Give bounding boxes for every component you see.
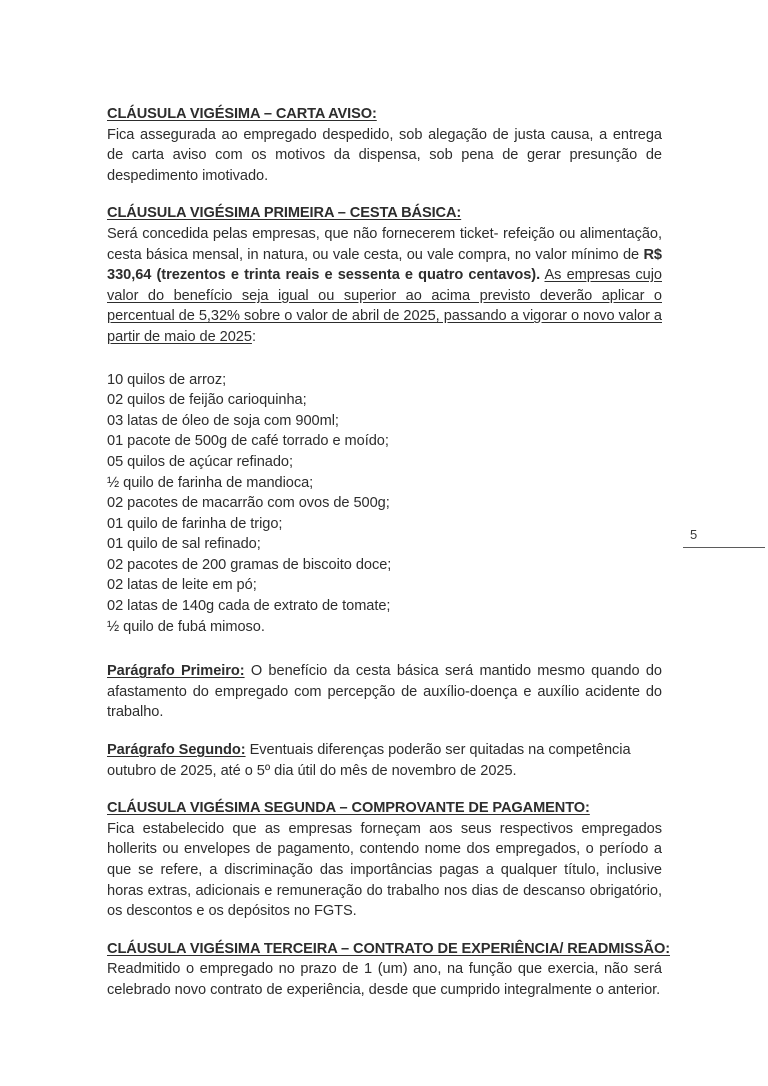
list-item: 10 quilos de arroz; xyxy=(107,371,227,388)
heading-comprovante-pagamento: CLÁUSULA VIGÉSIMA SEGUNDA – COMPROVANTE DE PAGAMENTO: xyxy=(107,800,590,817)
list-item: 01 quilo de farinha de trigo; xyxy=(107,515,283,532)
heading-cesta-basica: CLÁUSULA VIGÉSIMA PRIMEIRA – CESTA BÁSICA: xyxy=(107,205,462,222)
body-cesta-basica xyxy=(107,224,662,348)
list-item: 02 pacotes de 200 gramas de biscoito doce; xyxy=(107,556,392,573)
cesta-basica-text-intro: Será concedida pelas empresas, que não fornecerem ticket- refeição ou alimentação, cesta básica mensal, in natura, ou vale cesta, ou vale compra, no valor mínimo de xyxy=(107,225,662,263)
body-contrato-experiencia: Readmitido o empregado no prazo de 1 (um) ano, na função que exercia, não será celebrado novo contrato de experiência, desde que cumprido integralmente o anterior. xyxy=(107,961,662,998)
body-carta-aviso: Fica assegurada ao empregado despedido, sob alegação de justa causa, a entrega de carta aviso com os motivos da dispensa, sob pena de gerar presunção de despedimento imotivado. xyxy=(107,126,662,184)
list-item: 01 quilo de sal refinado; xyxy=(107,536,261,553)
section-carta-aviso xyxy=(107,104,662,186)
page-number-rule xyxy=(683,547,765,548)
heading-contrato-experiencia: CLÁUSULA VIGÉSIMA TERCEIRA – CONTRATO DE EXPERIÊNCIA/ READMISSÃO: xyxy=(107,940,670,957)
list-item: 02 latas de leite em pó; xyxy=(107,577,257,594)
page-number-marginal xyxy=(683,527,765,548)
list-item: 02 quilos de feijão carioquinha; xyxy=(107,392,307,409)
list-item: 03 latas de óleo de soja com 900ml; xyxy=(107,412,339,429)
page-number: 5 xyxy=(690,527,698,542)
list-item: 05 quilos de açúcar refinado; xyxy=(107,453,293,470)
section-cesta-basica xyxy=(107,203,662,637)
list-item: 02 latas de 140g cada de extrato de tomate; xyxy=(107,598,391,615)
section-paragrafo-primeiro xyxy=(107,661,662,723)
section-contrato-experiencia xyxy=(107,939,670,1001)
section-paragrafo-segundo xyxy=(107,740,662,781)
paragrafo-primeiro-text: O benefício da cesta básica será mantido mesmo quando do afastamento do empregado com percepção de auxílio-doença e auxílio acidente do trabalho. xyxy=(107,663,662,721)
heading-carta-aviso: CLÁUSULA VIGÉSIMA – CARTA AVISO: xyxy=(107,106,377,122)
document-body xyxy=(107,104,670,1001)
section-comprovante-pagamento xyxy=(107,798,662,922)
cesta-basica-valor-bold: R$ 330,64 (trezentos e trinta reais e sessenta e quatro centavos). xyxy=(107,246,662,284)
paragrafo-segundo-text: Eventuais diferenças poderão ser quitadas na competência outubro de 2025, até o 5º dia útil do mês de novembro de 2025. xyxy=(107,742,631,779)
body-paragrafo-primeiro xyxy=(107,661,662,723)
cesta-basica-reajuste-underlined: As empresas cujo valor do benefício seja igual ou superior ao acima previsto deverão aplicar o percentual de 5,32% sobre o valor de abril de 2025, passando a vigorar o novo valor a partir de maio de 2025 xyxy=(107,267,662,345)
list-item: 02 pacotes de macarrão com ovos de 500g; xyxy=(107,495,390,512)
body-comprovante-pagamento: Fica estabelecido que as empresas forneçam aos seus respectivos empregados hollerits ou envelopes de pagamento, contendo nome dos empregados, o período a que se refere, a discriminação das importâncias pagas a qualquer título, inclusive horas extras, adicionais e remuneração do trabalho nos dias de descanso obrigatório, os descontos e os depósitos no FGTS. xyxy=(107,820,662,920)
body-paragrafo-segundo xyxy=(107,740,662,781)
paragrafo-primeiro-label: Parágrafo Primeiro: xyxy=(107,663,245,680)
list-item: 01 pacote de 500g de café torrado e moído; xyxy=(107,433,389,450)
cesta-basica-colon: : xyxy=(251,328,256,345)
list-item: ½ quilo de farinha de mandioca; xyxy=(107,474,314,491)
list-item: ½ quilo de fubá mimoso. xyxy=(107,618,265,635)
paragrafo-segundo-label: Parágrafo Segundo: xyxy=(107,742,246,759)
cesta-basica-item-list xyxy=(107,370,662,638)
